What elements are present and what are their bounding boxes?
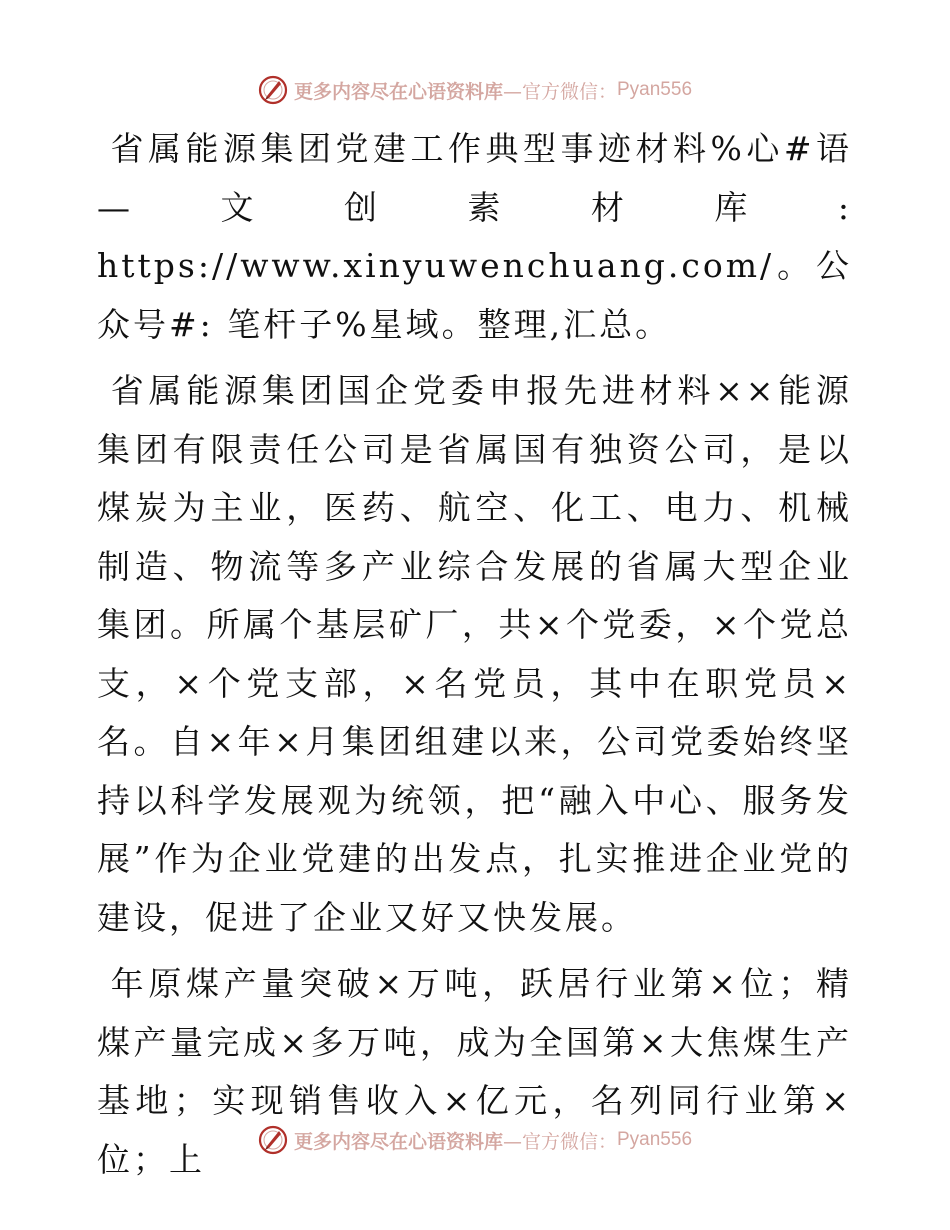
footer-watermark-banner bbox=[0, 1120, 950, 1160]
document-body bbox=[97, 120, 852, 1189]
paragraph-title-source bbox=[97, 120, 852, 354]
banner-wechat-label: —官方微信： bbox=[502, 1130, 617, 1153]
quill-logo-icon bbox=[258, 75, 288, 105]
banner-site-name: 更多内容尽在心语资料库 bbox=[293, 1130, 503, 1153]
header-watermark-banner bbox=[0, 70, 950, 110]
banner-wechat-label: —官方微信： bbox=[502, 80, 617, 103]
paragraph-text: 省属能源集团国企党委申报先进材料××能源集团有限责任公司是省属国有独资公司，是以煤炭为主业，医药、航空、化工、电力、机械制造、物流等多产业综合发展的省属大型企业集团。所属个基层矿厂，共×个党委，×个党总支，×个党支部，×名党员，其中在职党员×名。自×年×月集团组建以来，公司党委始终坚持以科学发展观为统领，把“融入中心、服务发展”作为企业党建的出发点，扎实推进企业党的建设，促进了企业又好又快发展。 bbox=[97, 371, 852, 937]
paragraph-company-intro bbox=[97, 362, 852, 947]
quill-logo-icon bbox=[258, 1125, 288, 1155]
banner-site-name: 更多内容尽在心语资料库 bbox=[293, 80, 503, 103]
paragraph-text: 年原煤产量突破×万吨，跃居行业第×位；精煤产量完成×多万吨，成为全国第×大焦煤生产基地；实现销售收入×亿元，名列同行业第×位；上 bbox=[97, 964, 852, 1179]
banner-wechat-handle: Pyan556 bbox=[617, 1129, 693, 1150]
banner-wechat-handle: Pyan556 bbox=[617, 79, 693, 100]
paragraph-text: 省属能源集团党建工作典型事迹材料%心#语—文创素材库: https://www.xinyuwenchuang.com/。公众号#: 笔杆子%星域。整理,汇总。 bbox=[97, 129, 852, 344]
